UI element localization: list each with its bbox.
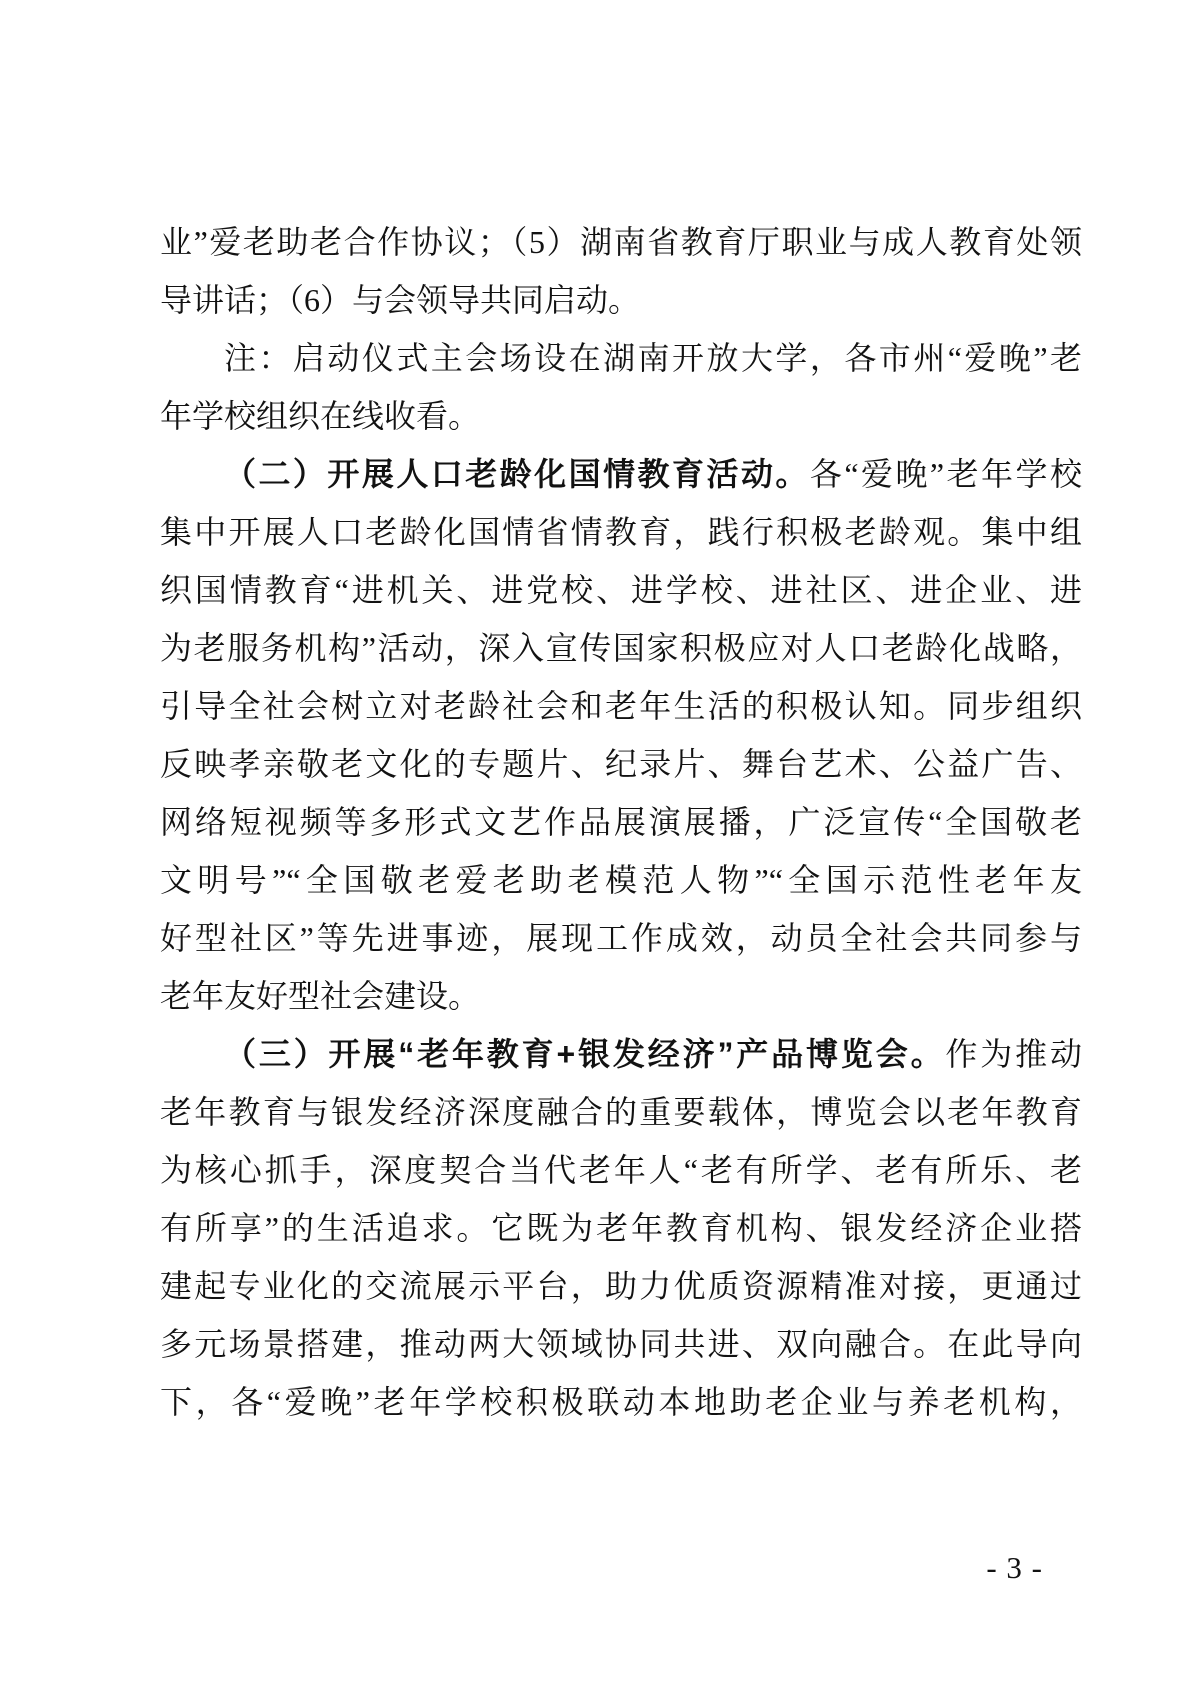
line-text: 多元场景搭建，推动两大领域协同共进、双向融合。在此导向 [160, 1326, 1082, 1362]
text-line-21 [160, 1373, 1082, 1431]
text-line-9 [160, 677, 1082, 735]
line-text: 老年教育与银发经济深度融合的重要载体，博览会以老年教育 [160, 1094, 1082, 1130]
line-text: 有所享”的生活追求。它既为老年教育机构、银发经济企业搭 [160, 1210, 1082, 1246]
line-text: 织国情教育“进机关、进党校、进学校、进社区、进企业、进 [160, 572, 1082, 608]
text-line-8 [160, 619, 1082, 677]
text-line-14 [160, 967, 1082, 1025]
text-line-4 [160, 387, 1082, 445]
text-line-3 [160, 329, 1082, 387]
text-line-18 [160, 1199, 1082, 1257]
line-text: 引导全社会树立对老龄社会和老年生活的积极认知。同步组织 [160, 688, 1082, 724]
text-line-17 [160, 1141, 1082, 1199]
line-text: 反映孝亲敬老文化的专题片、纪录片、舞台艺术、公益广告、 [160, 746, 1082, 782]
line-text: 老年友好型社会建设。 [160, 978, 481, 1014]
text-line-15 [160, 1025, 1082, 1083]
text-line-11 [160, 793, 1082, 851]
text-line-10 [160, 735, 1082, 793]
line-text: 业”爱老助老合作协议；（5）湖南省教育厅职业与成人教育处领 [160, 224, 1082, 260]
document-body [160, 213, 1082, 1431]
line-text: 注：启动仪式主会场设在湖南开放大学，各市州“爱晚”老 [224, 340, 1082, 376]
text-line-16 [160, 1083, 1082, 1141]
section-heading-bold: （二）开展人口老龄化国情教育活动。 [224, 456, 810, 492]
line-text: 作为推动 [945, 1036, 1082, 1072]
line-text: 为核心抓手，深度契合当代老年人“老有所学、老有所乐、老 [160, 1152, 1082, 1188]
text-line-13 [160, 909, 1082, 967]
line-text: 集中开展人口老龄化国情省情教育，践行积极老龄观。集中组 [160, 514, 1082, 550]
page-number: - 3 - [986, 1550, 1043, 1585]
text-line-12 [160, 851, 1082, 909]
line-text: 下，各“爱晚”老年学校积极联动本地助老企业与养老机构， [160, 1384, 1082, 1420]
line-text: 导讲话；（6）与会领导共同启动。 [160, 282, 641, 318]
line-text: 各“爱晚”老年学校 [809, 456, 1082, 492]
line-text: 网络短视频等多形式文艺作品展演展播，广泛宣传“全国敬老 [160, 804, 1082, 840]
line-text: 建起专业化的交流展示平台，助力优质资源精准对接，更通过 [160, 1268, 1082, 1304]
text-line-2 [160, 271, 1082, 329]
text-line-7 [160, 561, 1082, 619]
text-line-19 [160, 1257, 1082, 1315]
text-line-20 [160, 1315, 1082, 1373]
line-text: 文明号”“全国敬老爱老助老模范人物”“全国示范性老年友 [160, 862, 1082, 898]
line-text: 为老服务机构”活动，深入宣传国家积极应对人口老龄化战略， [160, 630, 1082, 666]
line-text: 年学校组织在线收看。 [160, 398, 481, 434]
line-text: 好型社区”等先进事迹，展现工作成效，动员全社会共同参与 [160, 920, 1082, 956]
text-line-5 [160, 445, 1082, 503]
section-heading-bold: （三）开展“老年教育+银发经济”产品博览会。 [224, 1036, 946, 1072]
text-line-1 [160, 213, 1082, 271]
text-line-6 [160, 503, 1082, 561]
